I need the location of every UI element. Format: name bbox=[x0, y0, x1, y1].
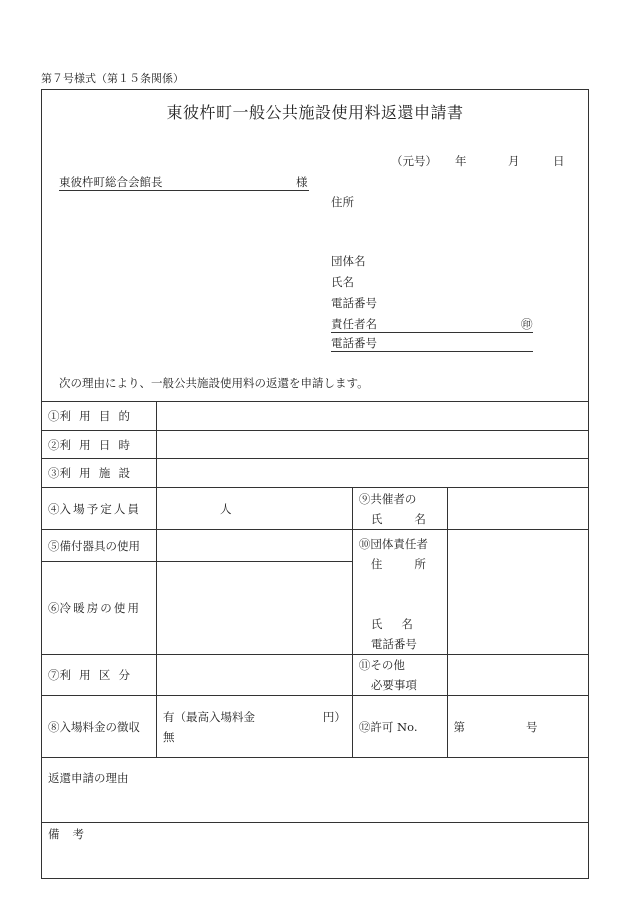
date-month: 月 bbox=[508, 154, 520, 168]
equipment-field[interactable] bbox=[156, 530, 352, 562]
cosponsor-label: ⑨共催者の 氏 名 bbox=[352, 488, 447, 530]
attendance-field[interactable] bbox=[156, 488, 352, 530]
applicant-address-label: 住所 bbox=[331, 195, 354, 209]
datetime-label: ②利 用 日 時 bbox=[42, 431, 156, 459]
group-responsible-label: ⑩団体責任者 住 所 氏 名 電話番号 bbox=[352, 530, 447, 655]
permit-label: ⑫許可 No. bbox=[352, 696, 447, 758]
seal-mark-icon: ㊞ bbox=[521, 317, 533, 331]
responsible-phone-label: 電話番号 bbox=[331, 336, 377, 350]
group-responsible-field[interactable] bbox=[447, 530, 588, 655]
equipment-label: ⑤備付器具の使用 bbox=[42, 530, 156, 562]
remarks-field[interactable] bbox=[42, 823, 588, 878]
facility-field[interactable] bbox=[156, 459, 588, 488]
application-form bbox=[41, 89, 589, 879]
category-field[interactable] bbox=[156, 655, 352, 696]
date-year: 年 bbox=[455, 154, 467, 168]
applicant-phone-label: 電話番号 bbox=[331, 296, 377, 310]
purpose-label: ①利 用 目 的 bbox=[42, 402, 156, 431]
addressee-underline bbox=[59, 174, 309, 191]
date-day: 日 bbox=[553, 154, 565, 168]
applicant-group-label: 団体名 bbox=[331, 254, 366, 268]
refund-reason-field[interactable] bbox=[42, 767, 588, 823]
attendance-unit: 人 bbox=[219, 501, 232, 516]
other-field[interactable] bbox=[447, 655, 588, 696]
refund-reason-label: 返還申請の理由 bbox=[48, 771, 129, 785]
form-number-label: 第７号様式（第１５条関係） bbox=[41, 72, 184, 85]
cosponsor-field[interactable] bbox=[447, 488, 588, 530]
facility-label: ③利 用 施 設 bbox=[42, 459, 156, 488]
category-label: ⑦利 用 区 分 bbox=[42, 655, 156, 696]
purpose-field[interactable] bbox=[156, 402, 588, 431]
aircon-label: ⑥冷 暖 房 の 使 用 bbox=[42, 562, 156, 655]
permit-field[interactable]: 第 号 bbox=[447, 696, 588, 758]
date-era: （元号） bbox=[391, 154, 437, 168]
fee-label: ⑧入場料金の徴収 bbox=[42, 696, 156, 758]
addressee-honorific: 様 bbox=[296, 175, 308, 189]
datetime-field[interactable] bbox=[156, 431, 588, 459]
responsible-name-label: 責任者名 bbox=[331, 317, 377, 331]
responsible-phone-field[interactable] bbox=[331, 335, 533, 352]
addressee-name: 東彼杵町総合会館長 bbox=[59, 175, 163, 189]
intro-text: 次の理由により、一般公共施設使用料の返還を申請します。 bbox=[59, 376, 369, 390]
fee-field[interactable]: 有（最高入場料金 円） 無 bbox=[156, 696, 352, 758]
application-details-table bbox=[42, 401, 588, 758]
form-title: 東彼杵町一般公共施設使用料返還申請書 bbox=[166, 103, 464, 122]
remarks-label: 備 考 bbox=[48, 827, 84, 841]
applicant-name-label: 氏名 bbox=[331, 275, 354, 289]
other-label: ⑪その他 必要事項 bbox=[352, 655, 447, 696]
responsible-name-field[interactable] bbox=[331, 316, 533, 333]
attendance-label: ④入 場 予 定 人 員 bbox=[42, 488, 156, 530]
aircon-field[interactable] bbox=[156, 562, 352, 655]
